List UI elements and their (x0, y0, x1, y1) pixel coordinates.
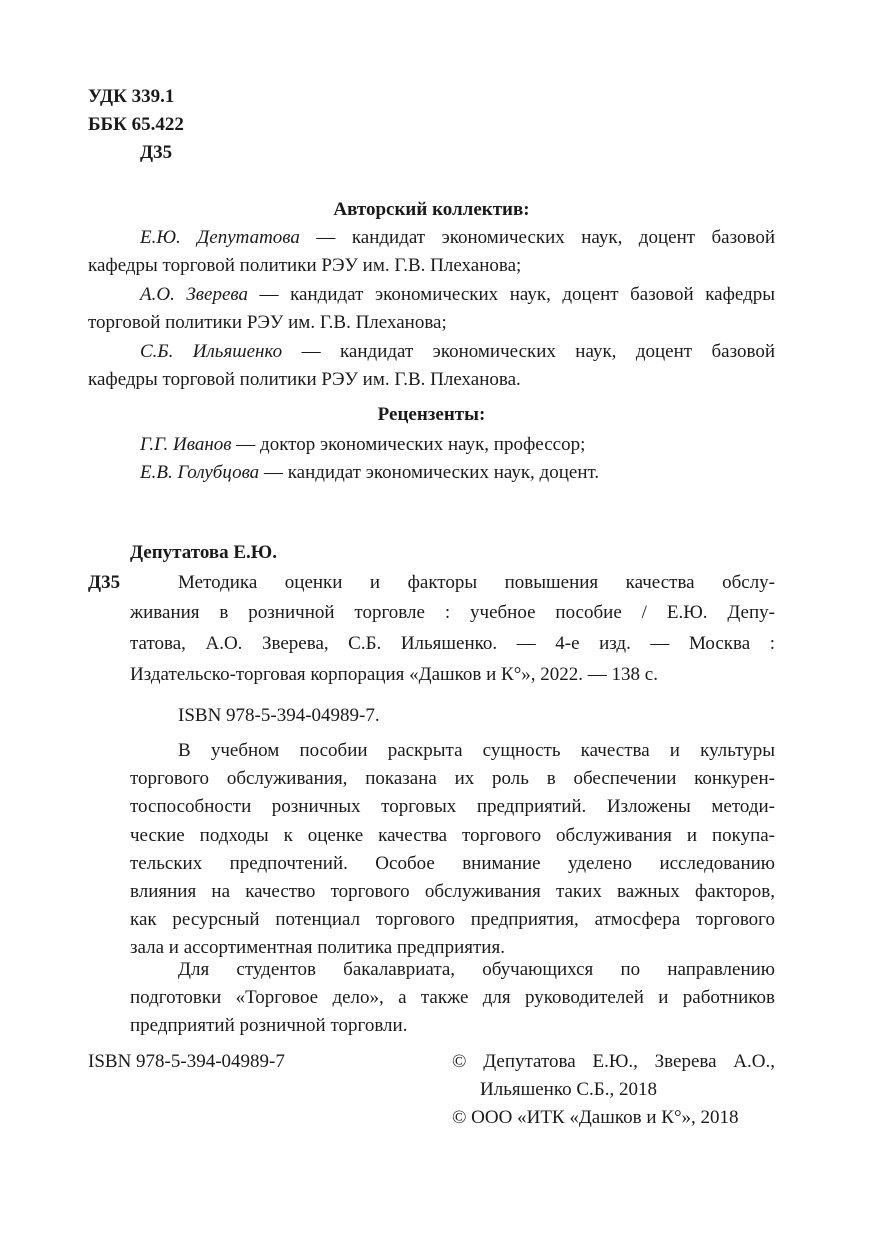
author-sign: Д35 (140, 142, 173, 163)
annotation-line: зала и ассортиментная политика предприятия. (130, 937, 505, 959)
footer-isbn: ISBN 978-5-394-04989-7 (88, 1051, 285, 1072)
author-entry-line: торговой политики РЭУ им. Г.В. Плеханова; (88, 312, 447, 333)
reviewer-description: — кандидат экономических наук, доцент. (259, 462, 600, 483)
author-name: С.Б. Ильяшенко (140, 341, 283, 362)
annotation-line: ческие подходы к оценке качества торгового обслуживания и покупа- (130, 824, 775, 846)
bibliography-line: татова, А.О. Зверева, С.Б. Ильяшенко. — 4-е изд. — Москва : (130, 633, 775, 654)
author-entry-line: кафедры торговой политики РЭУ им. Г.В. Плеханова; (88, 255, 522, 276)
annotation-line: торгового обслуживания, показана их роль в обеспечении конкурен- (130, 768, 775, 790)
reviewer-name: Г.Г. Иванов (140, 434, 232, 455)
annotation-line: подготовки «Торговое дело», а также для руководителей и работников (130, 987, 775, 1008)
annotation-line: тоспособности розничных торговых предприятий. Изложены методи- (130, 796, 775, 818)
reviewers-heading: Рецензенты: (377, 404, 486, 425)
author-name: А.О. Зверева (140, 284, 249, 305)
bbk-code: ББК 65.422 (88, 114, 184, 135)
annotation-line: влияния на качество торгового обслуживания таких важных факторов, (130, 881, 775, 902)
copyright-line: © Депутатова Е.Ю., Зверева А.О., (452, 1051, 775, 1072)
reviewer-entry (140, 433, 585, 457)
bibliography-line: живания в розничной торговле : учебное пособие / Е.Ю. Депу- (130, 602, 775, 623)
annotation-line: В учебном пособии раскрыта сущность качества и культуры (178, 740, 775, 761)
bibliography-author: Депутатова Е.Ю. (130, 542, 277, 563)
author-name: Е.Ю. Депутатова (140, 227, 300, 248)
reviewer-entry (140, 461, 599, 485)
annotation-line: Для студентов бакалавриата, обучающихся по направлению (178, 959, 775, 980)
bibliography-line: Издательско-торговая корпорация «Дашков и К°», 2022. — 138 с. (130, 664, 658, 685)
author-description: — кандидат экономических наук, доцент базовой (299, 227, 775, 248)
author-entry-line (140, 340, 775, 364)
reviewer-name: Е.В. Голубцова (140, 462, 260, 483)
copyright-line: Ильяшенко С.Б., 2018 (480, 1079, 657, 1100)
annotation-line: тельских предпочтений. Особое внимание уделено исследованию (130, 852, 775, 874)
author-description: — кандидат экономических наук, доцент базовой кафедры (248, 284, 775, 305)
bibliography-sign: Д35 (88, 572, 121, 593)
bibliography-isbn: ISBN 978-5-394-04989-7. (178, 705, 380, 726)
udk-code: УДК 339.1 (88, 86, 175, 107)
copyright-line: © ООО «ИТК «Дашков и К°», 2018 (452, 1107, 739, 1128)
author-description: — кандидат экономических наук, доцент базовой (282, 341, 775, 362)
author-entry-line (140, 283, 775, 307)
bibliography-line: Методика оценки и факторы повышения качества обслу- (178, 572, 775, 593)
author-entry-line (140, 226, 775, 250)
reviewer-description: — доктор экономических наук, профессор; (231, 434, 586, 455)
author-entry-line: кафедры торговой политики РЭУ им. Г.В. Плеханова. (88, 369, 521, 390)
authors-heading: Авторский коллектив: (333, 199, 530, 220)
annotation-line: предприятий розничной торговли. (130, 1015, 408, 1036)
annotation-line: как ресурсный потенциал торгового предприятия, атмосфера торгового (130, 909, 775, 931)
